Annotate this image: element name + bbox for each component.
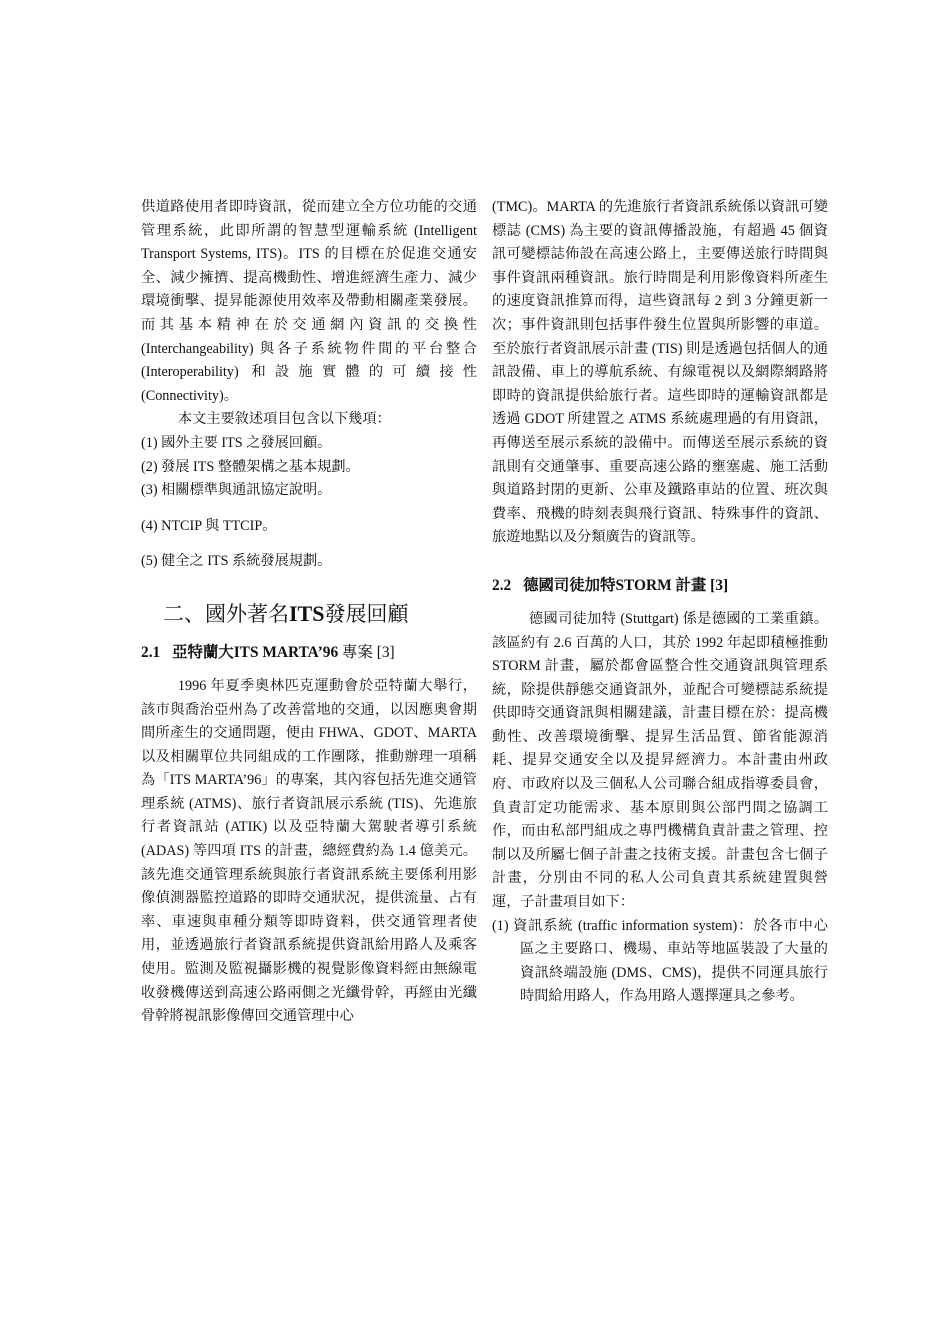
section-2-2-body: 德國司徒加特 (Stuttgart) 係是德國的工業重鎮。該區約有 2.6 百萬的人口，其於 1992 年起即積極推動 STORM 計畫，屬於都會區整合性交通資訊與管理系統，除提供靜態交通資訊外，並配合可變標誌系統提供即時交通資訊與相關建議，計畫目標在於：提高機動性、改善環境衝擊、提昇生活品質、節省能源消耗、提昇交通安全以及提昇經濟力。本計畫由州政府、市政府以及三個私人公司聯合組成指導委員會，負責訂定功能需求、基本原則與公部門間之協調工作，而由私部門組成之專門機構負責計畫之管理、控制以及所屬七個子計畫之技術支援。計畫包含七個子計畫，分別由不同的私人公司負責其系統建置與營運，子計畫項目如下： (492, 610, 828, 911)
subsection-number: 2.1 (141, 643, 161, 661)
section-heading (141, 599, 477, 629)
list-item: (1) 資訊系統 (traffic information system)：於各市中心區之主要路口、機場、車站等地區裝設了大量的資訊終端設施 (DMS、CMS)，提供不同運具旅行時間給用路人，作為用路人選擇運具之參考。 (492, 917, 828, 1005)
section-heading-prefix: 二、國外著名 (163, 601, 289, 626)
subsection-title-bold: ITS MARTA’96 (233, 643, 339, 661)
subsection-title-pre: 德國司徒加特 (523, 576, 616, 594)
summary-lead: 本文主要敘述項目包含以下幾項： (177, 411, 391, 428)
list-item: (1) 國外主要 ITS 之發展回顧。 (141, 434, 332, 451)
subsection-title-pre: 亞特蘭大 (172, 643, 234, 661)
left-column (141, 196, 477, 1029)
subsection-title-post: 專案 (342, 643, 373, 661)
subsection-ref: [3] (376, 643, 395, 661)
list-item: (3) 相關標準與通訊協定說明。 (141, 482, 332, 499)
list-item: (2) 發展 ITS 整體架構之基本規劃。 (141, 458, 360, 475)
subsection-title-bold: STORM (615, 576, 672, 594)
subsection-heading-2-1 (141, 641, 477, 665)
list-item: (5) 健全之 ITS 系統發展規劃。 (141, 553, 332, 570)
intro-paragraph: 供道路使用者即時資訊，從而建立全方位功能的交通管理系統，此即所謂的智慧型運輸系統 (Intelligent Transport Systems, ITS)。ITS 的目標在於促進交通安全、減少擁擠、提高機動性、增進經濟生產力、減少環境衝擊、提昇能源使用效率及帶動相關產業發展。而其基本精神在於交通網內資訊的交換性 (Interchangeability) 與各子系統物件間的平台整合 (Interoperability) 和設施實體的可續接性 (Connectivity)。 (141, 199, 477, 404)
continued-paragraph: (TMC)。MARTA 的先進旅行者資訊系統係以資訊可變標誌 (CMS) 為主要的資訊傳播設施，有超過 45 個資訊可變標誌佈設在高速公路上，主要傳送旅行時間與事件資訊兩種資訊。旅行時間是利用影像資料所產生的速度資訊推算而得，這些資訊每 2 到 3 分鐘更新一次；事件資訊則包括事件發生位置與所影響的車道。至於旅行者資訊展示計畫 (TIS) 則是透過包括個人的通訊設備、車上的導航系統、有線電視以及網際網路將即時的資訊提供給旅行者。這些即時的運輸資訊都是透過 GDOT 所建置之 ATMS 系統處理過的有用資訊，再傳送至展示系統的設備中。而傳送至展示系統的資訊則有交通肇事、重要高速公路的壅塞處、施工活動與道路封閉的更新、公車及鐵路車站的位置、班次與費率、飛機的時刻表與飛行資訊、特殊事件的資訊、旅遊地點以及分類廣告的資訊等。 (492, 199, 828, 546)
section-heading-suffix: 發展回顧 (324, 601, 409, 626)
subsection-number: 2.2 (492, 576, 512, 594)
subsection-title-post: 計畫 (675, 576, 707, 594)
section-2-1-body: 1996 年夏季奧林匹克運動會於亞特蘭大舉行，該市與喬治亞州為了改善當地的交通，以因應奧會期間所產生的交通問題，便由 FHWA、GDOT、MARTA 以及相關單位共同組成的工作團隊，推動辦理一項稱為「ITS MARTA’96」的專案，其內容包括先進交通管理系統 (ATMS)、旅行者資訊展示系統 (TIS)、先進旅行者資訊站 (ATIK) 以及亞特蘭大駕駛者導引系統 (ADAS) 等四項 ITS 的計畫，總經費約為 1.4 億美元。該先進交通管理系統與旅行者資訊系統主要係利用影像偵測器監控道路的即時交通狀況，提供流量、占有率、車速與車種分類等即時資料，供交通管理者使用，並透過旅行者資訊系統提供資訊給用路人及乘客使用。監測及監視攝影機的視覺影像資料經由無線電收發機傳送到高速公路兩側之光纖骨幹，再經由光纖骨幹將視訊影像傳回交通管理中心 (141, 677, 477, 1025)
list-item: (4) NTCIP 與 TTCIP。 (141, 517, 277, 534)
subsection-ref: [3] (710, 576, 729, 594)
right-column (492, 196, 828, 1009)
subsection-heading-2-2 (492, 574, 828, 598)
section-heading-bold: ITS (289, 600, 325, 626)
